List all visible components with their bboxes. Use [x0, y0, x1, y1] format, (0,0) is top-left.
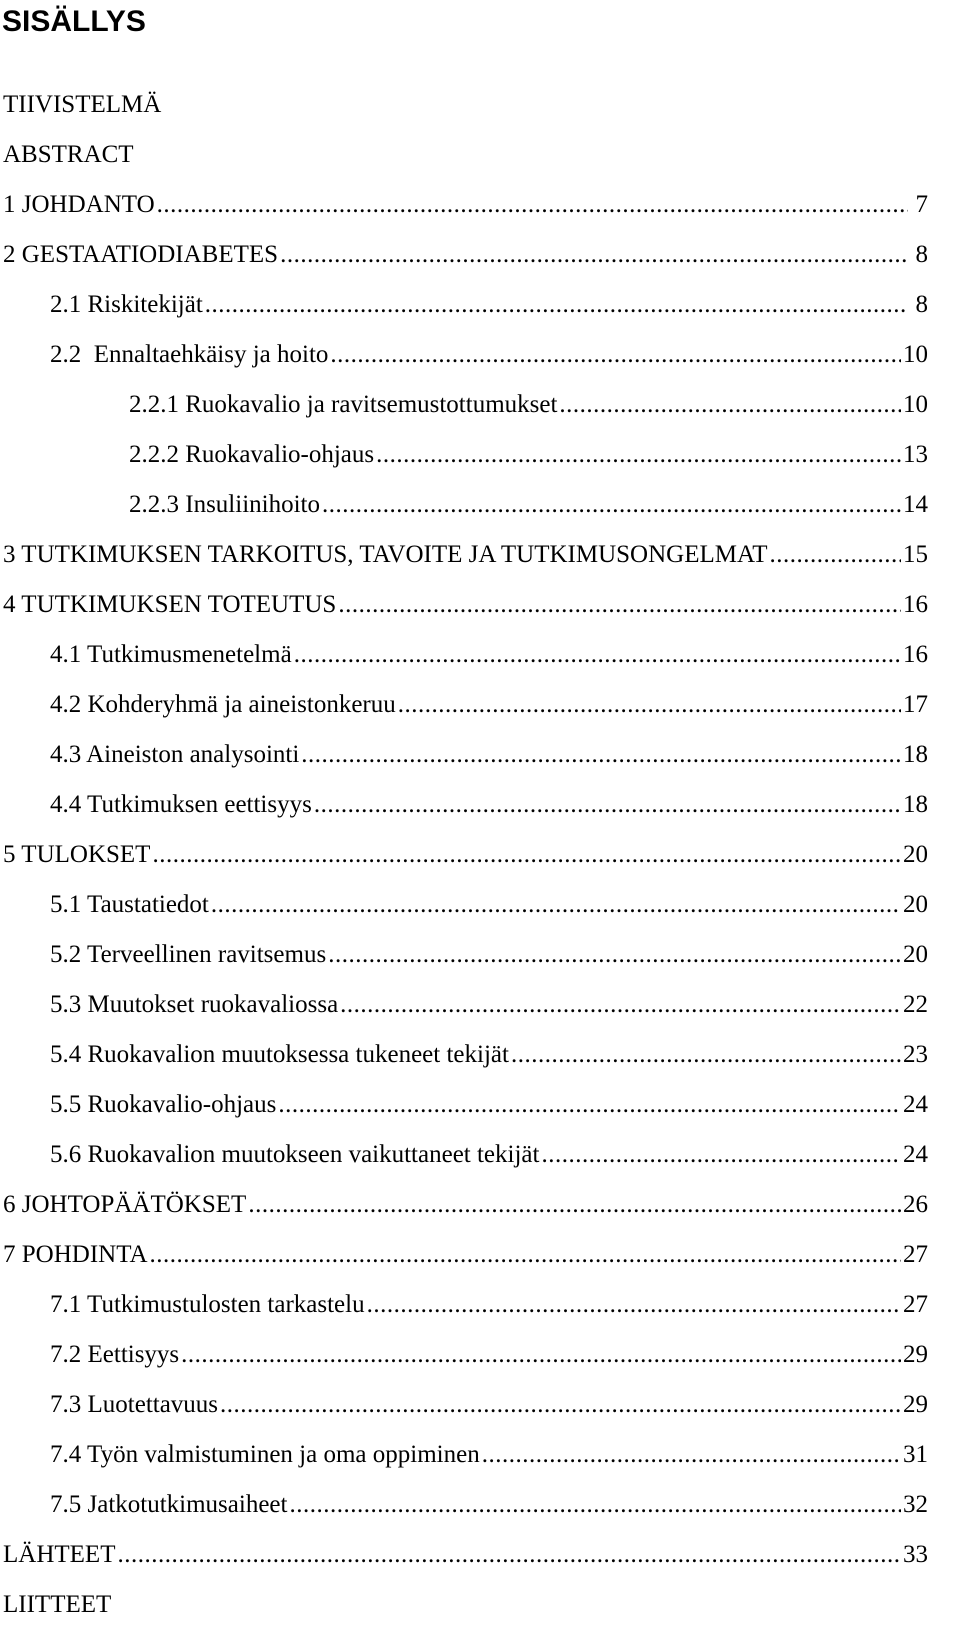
toc-dot-leader	[117, 1530, 901, 1580]
toc-entry[interactable]	[0, 1280, 960, 1330]
toc-dot-leader	[328, 930, 901, 980]
toc-page-number: 18	[903, 741, 928, 768]
toc-entry[interactable]	[0, 180, 960, 230]
toc-entry[interactable]	[0, 780, 960, 830]
toc-entry[interactable]	[0, 680, 960, 730]
toc-dot-leader	[248, 1180, 901, 1230]
toc-entry[interactable]	[0, 1080, 960, 1130]
toc-page-number: 26	[903, 1191, 928, 1218]
toc-page-number: 8	[915, 241, 928, 268]
toc-entry-label: 7 POHDINTA	[3, 1241, 148, 1268]
toc-entry[interactable]	[0, 480, 960, 530]
toc-page-number: 20	[903, 941, 928, 968]
toc-dot-leader	[280, 230, 908, 280]
toc-page-number: 29	[903, 1341, 928, 1368]
toc-entry-label: 4.4 Tutkimuksen eettisyys	[50, 791, 312, 818]
toc-page-number: 31	[903, 1441, 928, 1468]
toc-entry-label: ABSTRACT	[3, 141, 134, 168]
toc-entry[interactable]	[0, 80, 960, 130]
toc-entry[interactable]	[0, 830, 960, 880]
toc-page-number: 27	[903, 1241, 928, 1268]
toc-page-number: 32	[903, 1491, 928, 1518]
toc-entry-label: 1 JOHDANTO	[3, 191, 155, 218]
toc-dot-leader	[157, 180, 908, 230]
toc-entry-label: 5.5 Ruokavalio-ohjaus	[50, 1091, 277, 1118]
toc-dot-leader	[181, 1330, 901, 1380]
toc-entry-label: TIIVISTELMÄ	[3, 91, 162, 118]
toc-entry-label: 3 TUTKIMUKSEN TARKOITUS, TAVOITE JA TUTKIMUSONGELMAT	[3, 541, 768, 568]
toc-dot-leader	[205, 280, 908, 330]
toc-dot-leader	[314, 780, 901, 830]
toc-entry-label: 4.1 Tutkimusmenetelmä	[50, 641, 292, 668]
toc-page-number: 24	[903, 1141, 928, 1168]
toc-entry[interactable]	[0, 1380, 960, 1430]
toc-entry[interactable]	[0, 280, 960, 330]
toc-entry-label: 7.3 Luotettavuus	[50, 1391, 219, 1418]
toc-dot-leader	[294, 630, 901, 680]
toc-dot-leader	[559, 380, 901, 430]
toc-entry[interactable]	[0, 430, 960, 480]
toc-dot-leader	[152, 830, 901, 880]
toc-page-number: 15	[903, 541, 928, 568]
toc-entry-label: 7.5 Jatkotutkimusaiheet	[50, 1491, 288, 1518]
toc-entry-label: 2.2 Ennaltaehkäisy ja hoito	[50, 341, 329, 368]
toc-page-number: 23	[903, 1041, 928, 1068]
toc-page-number: 10	[903, 391, 928, 418]
toc-entry[interactable]	[0, 1580, 960, 1630]
toc-dot-leader	[338, 580, 901, 630]
toc-entry-label: 7.1 Tutkimustulosten tarkastelu	[50, 1291, 365, 1318]
toc-entry-label: 5.6 Ruokavalion muutokseen vaikuttaneet tekijät	[50, 1141, 540, 1168]
toc-entry[interactable]	[0, 330, 960, 380]
page-title: SISÄLLYS	[2, 5, 146, 38]
toc-entry[interactable]	[0, 1530, 960, 1580]
toc-dot-leader	[376, 430, 901, 480]
toc-entry[interactable]	[0, 580, 960, 630]
toc-page-number: 18	[903, 791, 928, 818]
toc-dot-leader	[482, 1430, 901, 1480]
toc-dot-leader	[211, 880, 901, 930]
toc-entry[interactable]	[0, 1480, 960, 1530]
toc-page-number: 24	[903, 1091, 928, 1118]
toc-page-number: 33	[903, 1541, 928, 1568]
toc-entry-label: 6 JOHTOPÄÄTÖKSET	[3, 1191, 247, 1218]
toc-dot-leader	[220, 1380, 901, 1430]
toc-page-number: 22	[903, 991, 928, 1018]
toc-page-number: 13	[903, 441, 928, 468]
toc-entry-label: LIITTEET	[3, 1591, 112, 1618]
toc-entry[interactable]	[0, 730, 960, 780]
toc-page-number: 8	[915, 291, 928, 318]
toc-entry[interactable]	[0, 980, 960, 1030]
toc-dot-leader	[278, 1080, 901, 1130]
toc-entry-label: 5 TULOKSET	[3, 841, 151, 868]
toc-entry[interactable]	[0, 380, 960, 430]
toc-entry-label: 4 TUTKIMUKSEN TOTEUTUS	[3, 591, 337, 618]
toc-entry-label: 5.4 Ruokavalion muutoksessa tukeneet tekijät	[50, 1041, 509, 1068]
toc-entry-label: 2.2.1 Ruokavalio ja ravitsemustottumukset	[129, 391, 558, 418]
toc-page-number: 20	[903, 891, 928, 918]
toc-entry-label: 4.2 Kohderyhmä ja aineistonkeruu	[50, 691, 396, 718]
toc-entry[interactable]	[0, 930, 960, 980]
toc-entry[interactable]	[0, 1430, 960, 1480]
toc-entry-label: 2.2.2 Ruokavalio-ohjaus	[129, 441, 375, 468]
toc-page-number: 29	[903, 1391, 928, 1418]
toc-page-number: 7	[915, 191, 928, 218]
toc-page-number: 27	[903, 1291, 928, 1318]
toc-dot-leader	[541, 1130, 901, 1180]
toc-page-number: 16	[903, 641, 928, 668]
toc-dot-leader	[322, 480, 901, 530]
toc-entry[interactable]	[0, 1230, 960, 1280]
toc-entry[interactable]	[0, 1180, 960, 1230]
toc-entry-label: 2.1 Riskitekijät	[50, 291, 203, 318]
toc-dot-leader	[398, 680, 901, 730]
toc-page-number: 20	[903, 841, 928, 868]
toc-dot-leader	[301, 730, 901, 780]
toc-dot-leader	[330, 330, 901, 380]
toc-dot-leader	[511, 1030, 901, 1080]
toc-entry[interactable]	[0, 630, 960, 680]
toc-page-number: 14	[903, 491, 928, 518]
toc-entry-label: LÄHTEET	[3, 1541, 116, 1568]
toc-dot-leader	[289, 1480, 901, 1530]
toc-dot-leader	[770, 530, 901, 580]
toc-entry[interactable]	[0, 230, 960, 280]
table-of-contents	[0, 80, 960, 1630]
toc-entry[interactable]	[0, 130, 960, 180]
toc-page-number: 16	[903, 591, 928, 618]
toc-entry-label: 7.2 Eettisyys	[50, 1341, 180, 1368]
toc-dot-leader	[367, 1280, 901, 1330]
toc-page-number: 10	[903, 341, 928, 368]
toc-dot-leader	[150, 1230, 901, 1280]
toc-entry-label: 5.2 Terveellinen ravitsemus	[50, 941, 327, 968]
toc-entry[interactable]	[0, 1330, 960, 1380]
toc-entry[interactable]	[0, 1130, 960, 1180]
toc-entry[interactable]	[0, 880, 960, 930]
toc-dot-leader	[340, 980, 901, 1030]
toc-entry-label: 5.1 Taustatiedot	[50, 891, 209, 918]
toc-entry-label: 4.3 Aineiston analysointi	[50, 741, 300, 768]
toc-entry-label: 5.3 Muutokset ruokavaliossa	[50, 991, 339, 1018]
toc-entry[interactable]	[0, 530, 960, 580]
toc-entry[interactable]	[0, 1030, 960, 1080]
toc-entry-label: 2.2.3 Insuliinihoito	[129, 491, 320, 518]
toc-page-number: 17	[903, 691, 928, 718]
toc-entry-label: 2 GESTAATIODIABETES	[3, 241, 279, 268]
toc-entry-label: 7.4 Työn valmistuminen ja oma oppiminen	[50, 1441, 480, 1468]
